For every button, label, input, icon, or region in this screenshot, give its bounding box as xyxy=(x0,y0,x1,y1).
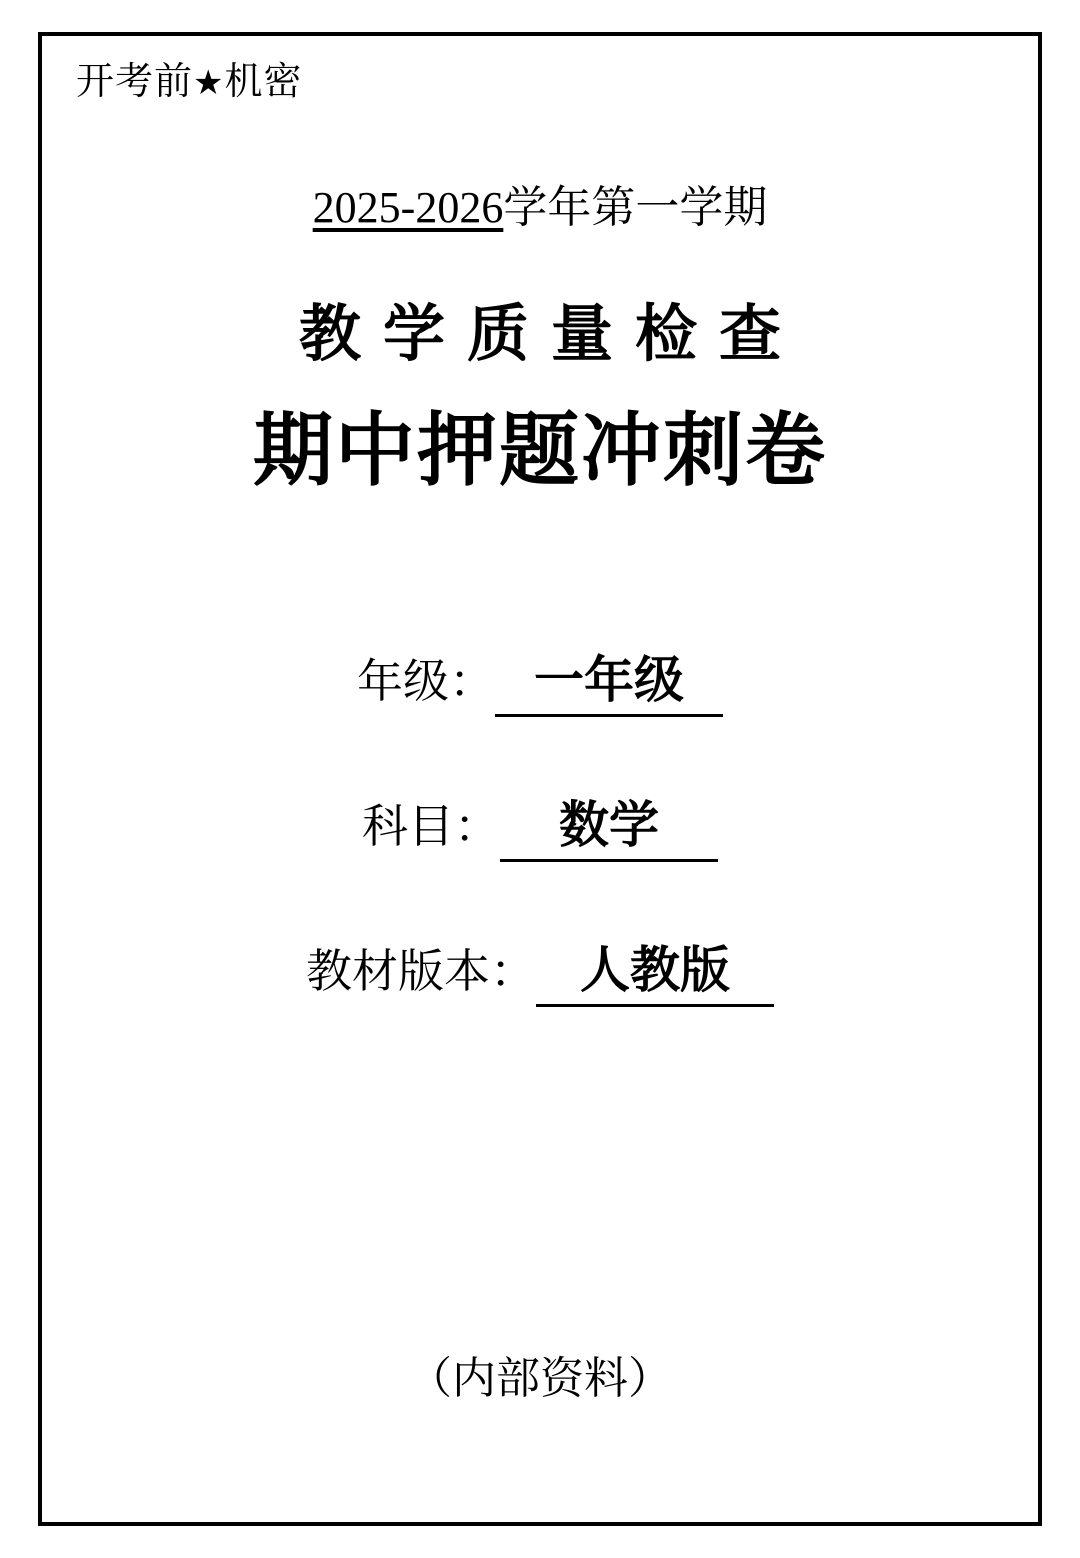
confidential-notice xyxy=(76,62,1004,104)
textbook-edition-label: 教材版本： xyxy=(306,946,536,998)
page-subtitle: 期中押题冲刺卷 xyxy=(253,403,827,498)
field-row-textbook-edition xyxy=(76,940,1004,1007)
grade-label: 年级： xyxy=(357,656,495,708)
field-row-subject xyxy=(76,795,1004,862)
academic-year-value: 2025-2026 xyxy=(312,182,504,232)
star-icon: ★ xyxy=(193,63,225,103)
subject-label: 科目： xyxy=(362,801,500,853)
cover-content xyxy=(42,36,1038,1522)
footer-note: （内部资料） xyxy=(408,1354,672,1404)
subject-value: 数学 xyxy=(500,795,718,862)
confidential-suffix-text: 机密 xyxy=(224,61,303,103)
field-list xyxy=(76,650,1004,1007)
academic-year-line xyxy=(76,182,1004,235)
grade-value: 一年级 xyxy=(495,650,723,717)
textbook-edition-value: 人教版 xyxy=(536,940,774,1007)
term-text: 学年第一学期 xyxy=(503,182,768,232)
field-row-grade xyxy=(76,650,1004,717)
page-title: 教学质量检查 xyxy=(298,296,803,370)
confidential-prefix-text: 开考前 xyxy=(76,61,194,103)
